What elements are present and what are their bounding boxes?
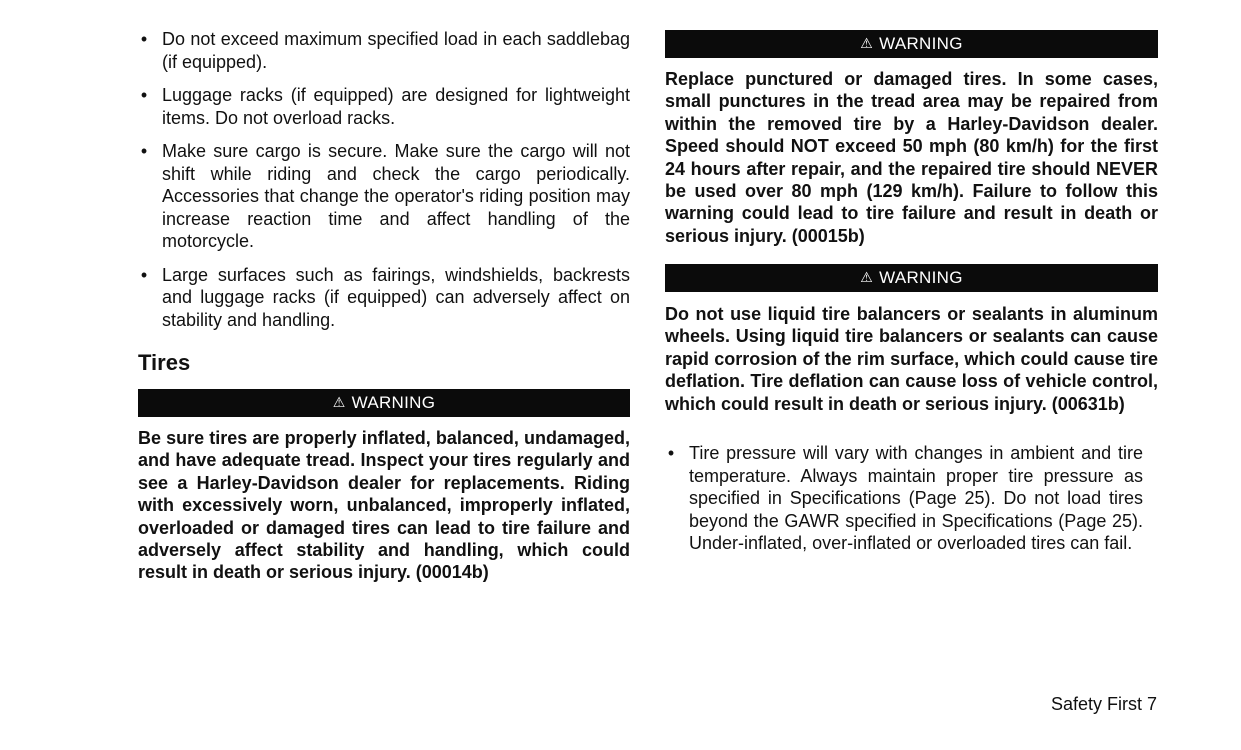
list-item xyxy=(665,442,1143,555)
list-item xyxy=(138,140,630,253)
list-item xyxy=(138,84,630,129)
list-item-text: Make sure cargo is secure. Make sure the cargo will not shift while riding and check the cargo periodically. Accessories that change the operator's riding position may increase reaction time and affect handling of the motorcycle. xyxy=(162,141,630,251)
warning-label: WARNING xyxy=(351,393,436,412)
bullet-icon: • xyxy=(140,29,148,49)
warning-text: Be sure tires are properly inflated, balanced, undamaged, and have adequate tread. Inspect your tires regularly and see a Harley-Davidson dealer for replacements. Riding with excessively worn, unbalanced, improperly inflated, overloaded or damaged tires can lead to tire failure and adversely affect stability and handling, which could result in death or serious injury. (00014b) xyxy=(138,428,630,583)
bullet-icon: • xyxy=(140,264,148,285)
right-bullet-list xyxy=(665,442,1143,555)
bullet-icon: • xyxy=(140,141,148,161)
warning-label: WARNING xyxy=(879,34,963,53)
bullet-icon: • xyxy=(140,85,148,105)
list-item-text: Luggage racks (if equipped) are designed for lightweight items. Do not overload racks. xyxy=(162,85,630,128)
bullet-icon: • xyxy=(667,443,675,463)
warning-triangle-icon: ⚠ xyxy=(860,34,874,51)
warning-label: WARNING xyxy=(879,268,963,287)
page-footer: Safety First 7 xyxy=(1050,694,1157,714)
list-item xyxy=(138,28,630,73)
list-item-text: Do not exceed maximum specified load in each saddlebag (if equipped). xyxy=(162,29,630,72)
list-item xyxy=(138,264,630,332)
warning-triangle-icon: ⚠ xyxy=(860,268,874,285)
warning-text: Replace punctured or damaged tires. In some cases, small punctures in the tread area may be repaired from within the removed tire by a Harley-Davidson dealer. Speed should NOT exceed 50 mph (80 km/h) for the first 24 hours after repair, and the repaired tire should NEVER be used over 80 mph (129 km/h). Failure to follow this warning could lead to tire failure and result in death or serious injury. (00015b) xyxy=(665,69,1158,246)
warning-banner xyxy=(138,389,630,417)
left-bullet-list xyxy=(138,28,630,331)
warning-text: Do not use liquid tire balancers or sealants in aluminum wheels. Using liquid tire balancers or sealants can cause rapid corrosion of the rim surface, which could cause tire deflation. Tire deflation can cause loss of vehicle control, which could result in death or serious injury. (00631b) xyxy=(665,304,1158,414)
list-item-text: Large surfaces such as fairings, windshields, backrests and luggage racks (if equipped) can adversely affect on stability and handling. xyxy=(162,264,630,330)
warning-banner xyxy=(665,264,1158,292)
warning-banner xyxy=(665,30,1158,58)
warning-triangle-icon: ⚠ xyxy=(332,393,346,410)
section-heading-tires: Tires xyxy=(138,350,191,375)
list-item-text: Tire pressure will vary with changes in ambient and tire temperature. Always maintain proper tire pressure as specified in Specifications (Page 25). Do not load tires beyond the GAWR specified in Specifications (Page 25). Under-inflated, over-inflated or overloaded tires can fail. xyxy=(689,443,1143,553)
